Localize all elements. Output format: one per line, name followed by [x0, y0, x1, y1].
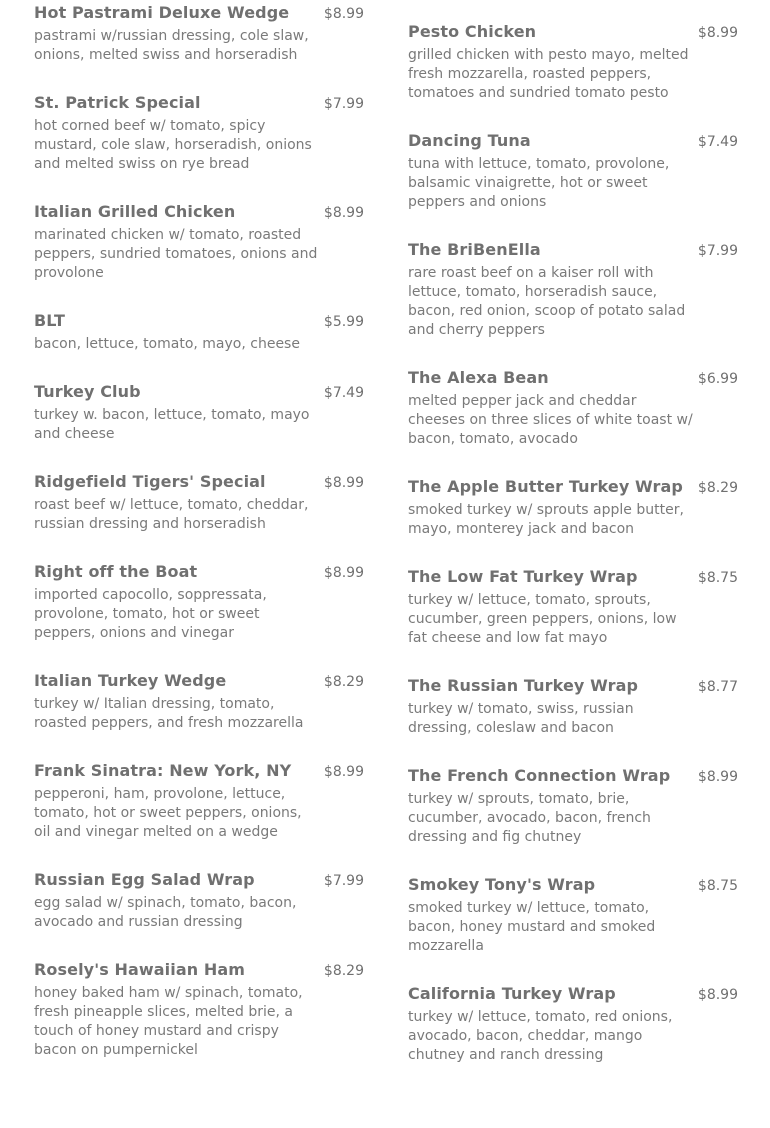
menu-item-header	[408, 21, 738, 44]
menu-item	[34, 471, 364, 534]
menu-item-description: tuna with lettuce, tomato, provolone, balsamic vinaigrette, hot or sweet peppers and onions	[408, 156, 670, 210]
menu-item	[408, 239, 738, 340]
menu-item-name: Italian Turkey Wedge	[34, 671, 227, 690]
menu-item-price: $8.99	[323, 764, 364, 780]
menu-item-price: $8.75	[697, 878, 738, 894]
menu-item-name: The French Connection Wrap	[408, 766, 671, 785]
menu-item	[408, 874, 738, 956]
menu-item-name: Pesto Chicken	[408, 22, 537, 41]
menu-item-description: marinated chicken w/ tomato, roasted peppers, sundried tomatoes, onions and provolone	[34, 227, 318, 281]
menu-item-name: The Apple Butter Turkey Wrap	[408, 477, 683, 496]
menu-item-description: turkey w/ lettuce, tomato, red onions, avocado, bacon, cheddar, mango chutney and ranch dressing	[408, 1009, 673, 1063]
menu-column-right	[408, 21, 738, 1092]
menu-item-price: $8.99	[323, 565, 364, 581]
menu-item-description: roast beef w/ lettuce, tomato, cheddar, russian dressing and horseradish	[34, 497, 309, 532]
menu-item-price: $8.99	[697, 25, 738, 41]
menu-item-description: turkey w. bacon, lettuce, tomato, mayo and cheese	[34, 407, 310, 442]
menu-item-name: Hot Pastrami Deluxe Wedge	[34, 3, 290, 22]
menu-item-price: $8.99	[323, 205, 364, 221]
menu-item-header	[34, 760, 364, 783]
menu-item-name: St. Patrick Special	[34, 93, 201, 112]
menu-item-name: Russian Egg Salad Wrap	[34, 870, 255, 889]
menu-item-name: Turkey Club	[34, 382, 141, 401]
menu-item-price: $8.29	[323, 674, 364, 690]
menu-column-left	[34, 2, 364, 1087]
menu-item-header	[34, 959, 364, 982]
menu-item-header	[408, 874, 738, 897]
menu-item	[34, 92, 364, 174]
menu-item-name: California Turkey Wrap	[408, 984, 616, 1003]
menu-item-header	[408, 675, 738, 698]
menu-item-price: $8.99	[697, 987, 738, 1003]
menu-item	[34, 2, 364, 65]
menu-item-header	[408, 476, 738, 499]
menu-item-header	[34, 561, 364, 584]
menu-item-header	[34, 2, 364, 25]
menu-item	[34, 760, 364, 842]
menu-item	[408, 21, 738, 103]
menu-item-description: smoked turkey w/ sprouts apple butter, mayo, monterey jack and bacon	[408, 502, 684, 537]
menu-item-price: $8.29	[697, 480, 738, 496]
menu-item-name: The BriBenElla	[408, 240, 541, 259]
menu-item-price: $8.99	[323, 475, 364, 491]
menu-item-description: turkey w/ lettuce, tomato, sprouts, cucumber, green peppers, onions, low fat cheese and low fat mayo	[408, 592, 677, 646]
menu-item-name: Frank Sinatra: New York, NY	[34, 761, 292, 780]
menu-item-name: The Alexa Bean	[408, 368, 549, 387]
menu-item-name: Ridgefield Tigers' Special	[34, 472, 266, 491]
menu-item	[34, 381, 364, 444]
menu-item-description: turkey w/ sprouts, tomato, brie, cucumber, avocado, bacon, french dressing and fig chutney	[408, 791, 651, 845]
menu-item-name: Right off the Boat	[34, 562, 198, 581]
menu-item-description: turkey w/ tomato, swiss, russian dressing, coleslaw and bacon	[408, 701, 634, 736]
menu-item-header	[34, 381, 364, 404]
menu-item-header	[408, 566, 738, 589]
menu-item	[408, 765, 738, 847]
menu-item-description: melted pepper jack and cheddar cheeses on three slices of white toast w/ bacon, tomato, avocado	[408, 393, 693, 447]
menu-item-description: grilled chicken with pesto mayo, melted fresh mozzarella, roasted peppers, tomatoes and sundried tomato pesto	[408, 47, 689, 101]
menu-item-price: $8.99	[323, 6, 364, 22]
menu-item-header	[408, 367, 738, 390]
menu-item-header	[34, 869, 364, 892]
menu-item	[34, 201, 364, 283]
menu-item	[408, 130, 738, 212]
menu-item-description: imported capocollo, soppressata, provolone, tomato, hot or sweet peppers, onions and vinegar	[34, 587, 267, 641]
menu-item	[34, 869, 364, 932]
menu-item-price: $8.77	[697, 679, 738, 695]
menu-item-price: $7.49	[323, 385, 364, 401]
menu-item-name: Italian Grilled Chicken	[34, 202, 236, 221]
menu-item-description: egg salad w/ spinach, tomato, bacon, avocado and russian dressing	[34, 895, 297, 930]
menu-item-header	[34, 92, 364, 115]
menu-item-price: $7.99	[323, 873, 364, 889]
menu-item-header	[408, 239, 738, 262]
menu-item-price: $8.29	[323, 963, 364, 979]
menu-item-header	[34, 201, 364, 224]
menu-item-header	[408, 765, 738, 788]
menu-item	[408, 983, 738, 1065]
menu-item-header	[34, 670, 364, 693]
menu-item	[34, 310, 364, 354]
menu-item-price: $5.99	[323, 314, 364, 330]
menu-item	[408, 476, 738, 539]
menu-item-price: $7.99	[697, 243, 738, 259]
menu-item-description: pepperoni, ham, provolone, lettuce, tomato, hot or sweet peppers, onions, oil and vinegar melted on a wedge	[34, 786, 302, 840]
menu-item-description: rare roast beef on a kaiser roll with lettuce, tomato, horseradish sauce, bacon, red onion, scoop of potato salad and cherry peppers	[408, 265, 686, 338]
menu-item-header	[34, 310, 364, 333]
menu-item	[34, 670, 364, 733]
menu-item-price: $8.75	[697, 570, 738, 586]
menu-item-description: honey baked ham w/ spinach, tomato, fresh pineapple slices, melted brie, a touch of honey mustard and crispy bacon on pumpernickel	[34, 985, 303, 1058]
menu-item-description: pastrami w/russian dressing, cole slaw, onions, melted swiss and horseradish	[34, 28, 309, 63]
menu-item-description: bacon, lettuce, tomato, mayo, cheese	[34, 336, 300, 352]
menu-item-name: The Russian Turkey Wrap	[408, 676, 639, 695]
menu-item-description: turkey w/ Italian dressing, tomato, roasted peppers, and fresh mozzarella	[34, 696, 304, 731]
menu-item-header	[34, 471, 364, 494]
menu-item-price: $6.99	[697, 371, 738, 387]
menu-item	[34, 561, 364, 643]
menu-item-price: $7.49	[697, 134, 738, 150]
menu-item-name: Rosely's Hawaiian Ham	[34, 960, 246, 979]
menu-item-header	[408, 983, 738, 1006]
menu-item-description: smoked turkey w/ lettuce, tomato, bacon, honey mustard and smoked mozzarella	[408, 900, 656, 954]
menu-item-header	[408, 130, 738, 153]
menu-item	[408, 566, 738, 648]
menu-item-price: $7.99	[323, 96, 364, 112]
menu-item	[408, 675, 738, 738]
menu-item-name: The Low Fat Turkey Wrap	[408, 567, 638, 586]
menu-item-name: BLT	[34, 311, 65, 330]
menu-item-description: hot corned beef w/ tomato, spicy mustard, cole slaw, horseradish, onions and melted swiss on rye bread	[34, 118, 312, 172]
menu-item	[34, 959, 364, 1060]
menu-item	[408, 367, 738, 449]
menu-item-name: Dancing Tuna	[408, 131, 531, 150]
menu-item-name: Smokey Tony's Wrap	[408, 875, 596, 894]
menu-item-price: $8.99	[697, 769, 738, 785]
